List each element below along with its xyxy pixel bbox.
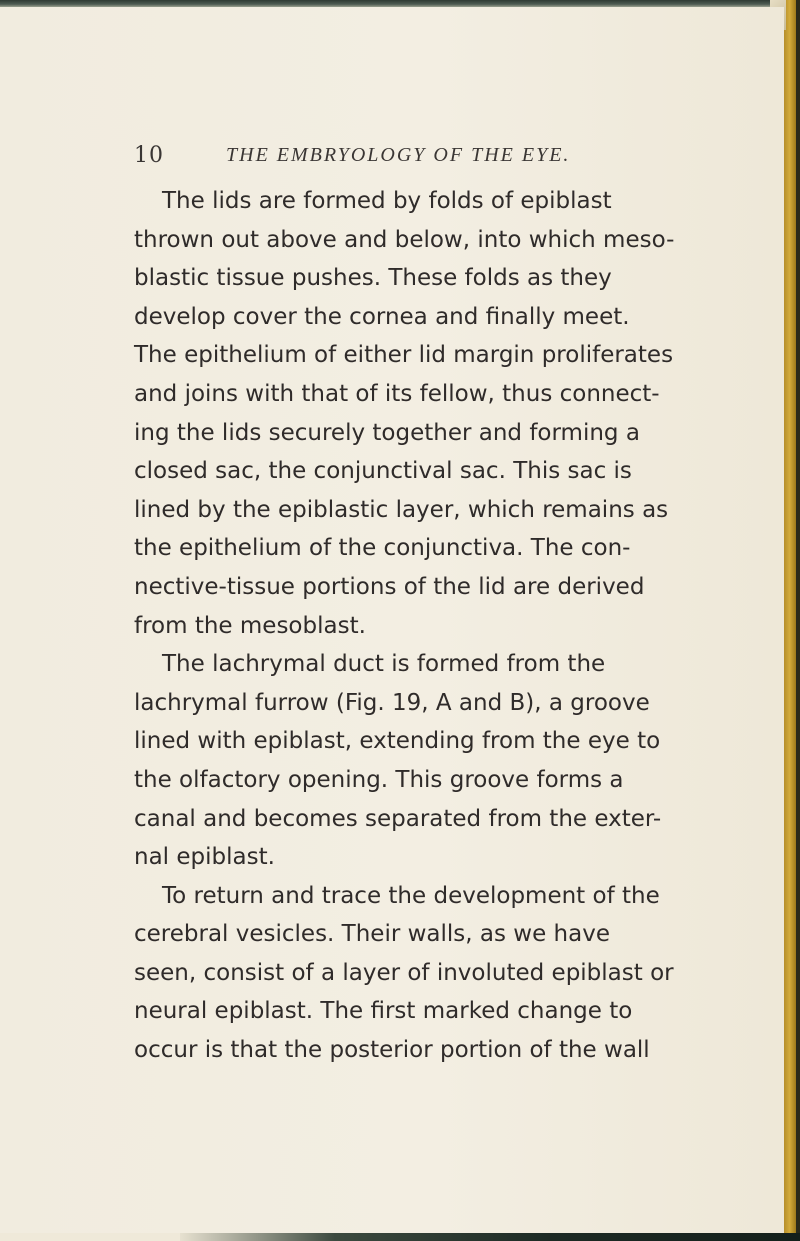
running-title: THE EMBRYOLOGY OF THE EYE. xyxy=(226,144,571,166)
running-head xyxy=(0,143,784,177)
text-line: nal epiblast. xyxy=(134,844,275,871)
text-line: cerebral vesicles. Their walls, as we have xyxy=(134,921,610,948)
text-line: The lids are formed by folds of epiblast xyxy=(162,188,612,214)
text-line: closed sac, the conjunctival sac. This sac is xyxy=(134,458,632,485)
text-line: develop cover the cornea and finally meet. xyxy=(134,303,630,330)
text-line: occur is that the posterior portion of the wall xyxy=(134,1037,650,1064)
book-bottom-edge xyxy=(180,1233,800,1241)
text-line: the olfactory opening. This groove forms a xyxy=(134,766,624,793)
paragraph-cerebral-vesicles xyxy=(134,877,714,1070)
text-line: and joins with that of its fellow, thus connect- xyxy=(134,380,660,407)
paragraph-lids xyxy=(134,182,714,645)
text-line: ing the lids securely together and forming a xyxy=(134,419,640,446)
text-line: The lachrymal duct is formed from the xyxy=(162,651,606,678)
paragraph-lachrymal-duct xyxy=(134,645,714,877)
book-top-edge xyxy=(0,0,800,7)
text-line: lachrymal furrow (Fig. 19, A and B), a groove xyxy=(134,689,650,716)
text-line: from the mesoblast. xyxy=(134,612,366,639)
body-text xyxy=(134,182,714,1070)
page-number: 10 xyxy=(134,143,164,168)
text-line: nective-tissue portions of the lid are derived xyxy=(134,573,645,600)
text-line: blastic tissue pushes. These folds as they xyxy=(134,265,612,292)
text-line: The epithelium of either lid margin proliferates xyxy=(134,342,674,369)
text-line: thrown out above and below, into which meso- xyxy=(134,226,675,253)
text-line: the epithelium of the conjunctiva. The con- xyxy=(134,535,631,562)
text-line: lined by the epiblastic layer, which remains as xyxy=(134,496,669,523)
text-line: lined with epiblast, extending from the eye to xyxy=(134,728,661,755)
text-line: canal and becomes separated from the exter- xyxy=(134,805,662,832)
text-line: neural epiblast. The first marked change to xyxy=(134,998,633,1025)
text-line: seen, consist of a layer of involuted epiblast or xyxy=(134,959,674,986)
text-line: To return and trace the development of the xyxy=(162,882,660,909)
book-cover-edge xyxy=(796,0,800,1241)
